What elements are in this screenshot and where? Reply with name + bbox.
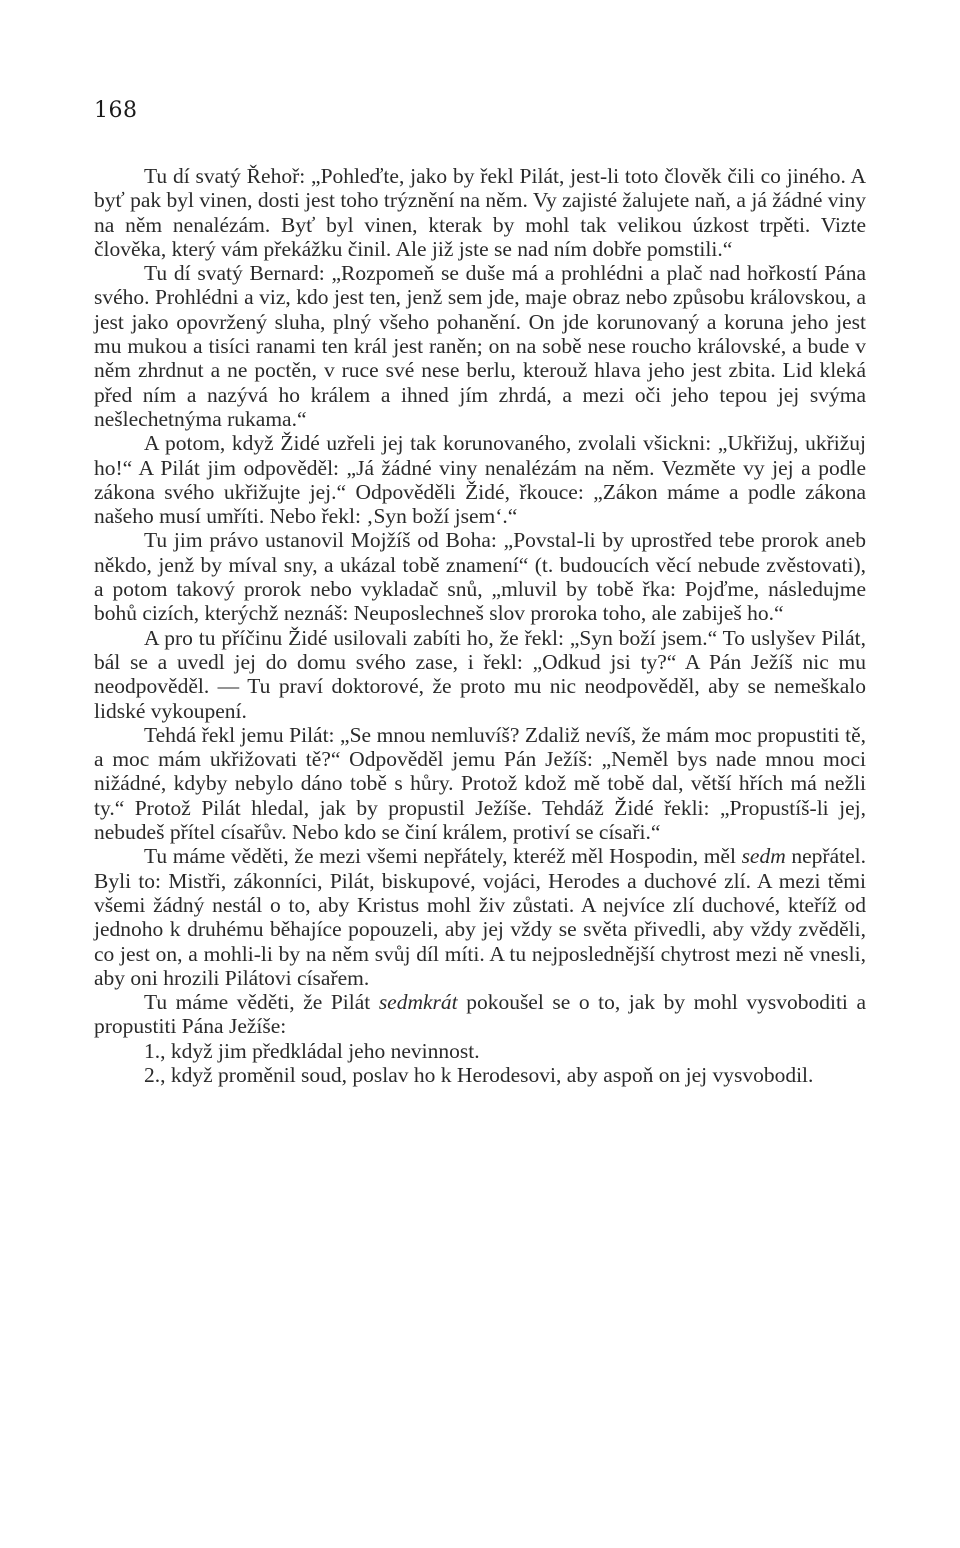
- list-item: [94, 1039, 866, 1063]
- text-segment: Tu máme věděti, že mezi všemi nepřátely, kteréž měl Hospodin, měl: [144, 844, 742, 869]
- text-segment: Tu máme věděti, že Pilát: [144, 990, 379, 1015]
- text-segment: Tu dí svatý Řehoř: „Pohleďte, jako by řekl Pilát, jest-li toto člověk čili co jiného. A byť pak byl vinen, dosti jest toho trýznění na něm. Vy zajisté žalujete naň, a já žádné viny na něm nenalézám. Byť byl vinen, kterak by mohl tak velikou úzkost trpěti. Vizte člověka, který vám překážku činil. Ale již jste se nad ním dobře pomstili.“: [94, 164, 866, 261]
- paragraph: [94, 261, 866, 431]
- body-text: [94, 164, 866, 1087]
- paragraph: [94, 431, 866, 528]
- italic-word: sedmkrát: [378, 990, 458, 1015]
- paragraph: [94, 844, 866, 990]
- paragraph: [94, 723, 866, 844]
- paragraph: [94, 626, 866, 723]
- list-item: [94, 1063, 866, 1087]
- page-number: 168: [94, 98, 138, 123]
- paragraph: [94, 528, 866, 625]
- italic-word: sedm: [741, 844, 786, 869]
- text-segment: 2., když proměnil soud, poslav ho k Herodesovi, aby aspoň on jej vysvobodil.: [144, 1062, 814, 1087]
- paragraph: [94, 990, 866, 1039]
- text-segment: Tu jim právo ustanovil Mojžíš od Boha: „Povstal-li by uprostřed tebe prorok aneb někdo, jenž by míval sny, a ukázal tobě znamení“ (t. budoucích věcí nebude zvěstovati), a potom takový prorok nebo vykladač snů, „mluvil by tobě řka: Pojďme, následujme bohů cizích, kterýchž neznáš: Neuposlechneš slov proroka toho, ale zabiješ ho.“: [94, 528, 866, 626]
- text-segment: A potom, když Židé uzřeli jej tak korunovaného, zvolali všickni: „Ukřižuj, ukřižuj ho!“ A Pilát jim odpověděl: „Já žádné viny nenalézám na něm. Vezměte vy jej a podle zákona svého ukřižujte jej.“ Odpověděli Židé, řkouce: „Zákon máme a podle zákona našeho musí umříti. Nebo řekl: ‚Syn boží jsem‘.“: [94, 431, 866, 529]
- text-segment: pokoušel se o to, jak by mohl vysvoboditi a propustiti Pána Ježíše:: [94, 990, 866, 1039]
- text-segment: Tu dí svatý Bernard: „Rozpomeň se duše má a prohlédni a plač nad hořkostí Pána svého. Prohlédni a viz, kdo jest ten, jenž sem jde, maje obraz nebo způsobu královskou, a jest jako opovržený sluha, plný všeho pohanění. On jde korunovaný a koruna jeho jest mu mukou a tisíci ranami ten král jest raněn; on na sobě nese roucho královské, a bude v něm zhrdnut a ne poctěn, v ruce své nese berlu, kterouž hlava jeho jest zbita. Lid kleká před ním a nazývá ho králem a ihned jím zhrdá, a mezi oči jeho tepou jej svýma nešlechetnýma rukama.“: [94, 261, 866, 431]
- text-segment: Tehdá řekl jemu Pilát: „Se mnou nemluvíš? Zdaliž nevíš, že mám moc propustiti tě, a moc mám ukřižovati tě?“ Odpověděl jemu Pán Ježíš: „Neměl bys nade mnou moci nižádné, kdyby nebylo dáno tobě s hůry. Protož kdož mě tobě dal, větší hřích má nežli ty.“ Protož Pilát hledal, jak by propustil Ježíše. Tehdáž Židé řekli: „Propustíš-li jej, nebudeš přítel císařův. Nebo kdo se činí králem, protiví se císaři.“: [94, 722, 866, 845]
- text-segment: 1., když jim předkládal jeho nevinnost.: [144, 1038, 480, 1063]
- text-segment: nepřátel. Byli to: Mistři, zákonníci, Pilát, biskupové, vojáci, Herodes a duchové zlí. A mezi těmi všemi žádný nestál o to, aby Kristus mohl živ zůstati. A nejvíce zlí duchové, kteříž od jednoho k druhému běhajíce popouzeli, aby jej vždy se světa přivedli, aby vždy zvěděli, co jest on, a mohli-li by na něm svůj díl míti. A tu nejposlednější chytrost mezi ně vnesli, aby oni hrozili Pilátovi císařem.: [94, 844, 866, 990]
- text-segment: A pro tu příčinu Židé usilovali zabíti ho, že řekl: „Syn boží jsem.“ To uslyšev Pilát, bál se a uvedl jej do domu svého zase, i řekl: „Odkud jsi ty?“ A Pán Ježíš nic mu neodpověděl. — Tu praví doktorové, že proto mu nic neodpověděl, aby se nemeškalo lidské vykoupení.: [94, 625, 866, 723]
- paragraph: [94, 164, 866, 261]
